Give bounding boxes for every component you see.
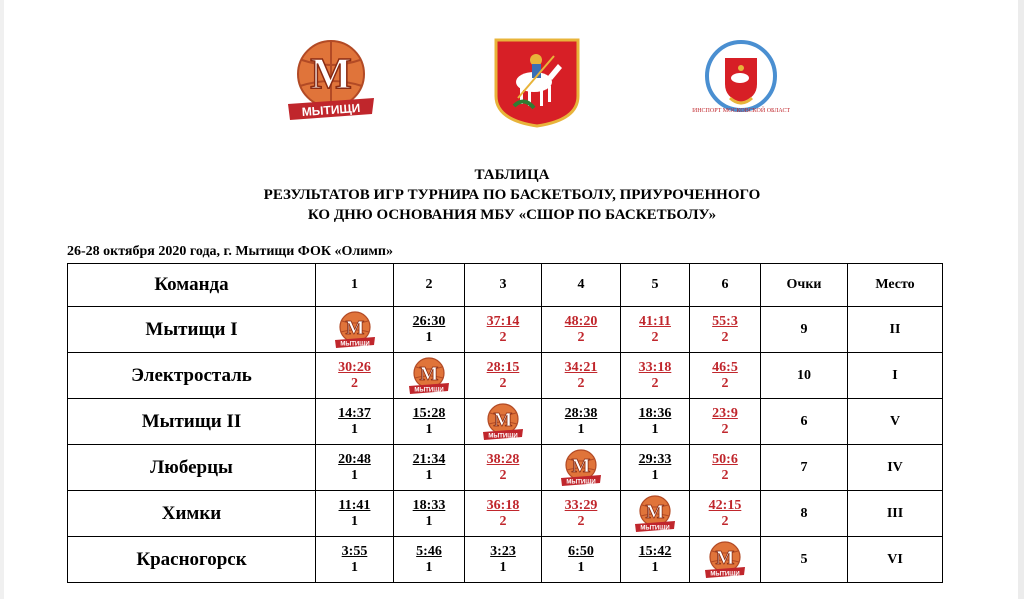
score-cell	[465, 537, 542, 583]
final-place: V	[848, 399, 943, 445]
match-result	[342, 544, 368, 576]
score-cell	[394, 307, 465, 353]
score-cell	[394, 445, 465, 491]
match-score: 18:36	[638, 405, 672, 421]
match-result	[712, 360, 738, 392]
header-col-6: 6	[690, 264, 761, 307]
match-score: 46:5	[712, 359, 738, 375]
match-result	[490, 544, 516, 576]
document-title	[0, 165, 1024, 225]
mytishchi-logo-icon	[407, 362, 451, 393]
match-points: 1	[577, 421, 585, 437]
match-score: 50:6	[712, 451, 738, 467]
match-points: 1	[577, 559, 585, 575]
match-score: 20:48	[338, 451, 371, 467]
svg-text:M: M	[571, 454, 591, 477]
mytishchi-logo-icon	[559, 454, 603, 485]
match-points: 2	[721, 467, 729, 483]
match-score: 37:14	[486, 313, 520, 329]
score-cell	[690, 445, 761, 491]
match-points: 1	[350, 421, 358, 437]
team-name: Электросталь	[68, 353, 316, 399]
score-cell	[621, 537, 690, 583]
table-header-row	[68, 264, 943, 307]
svg-text:МЫТИЩИ: МЫТИЩИ	[339, 341, 370, 347]
match-points: 1	[425, 421, 433, 437]
header-col-4: 4	[542, 264, 621, 307]
match-result	[413, 498, 446, 530]
match-result	[565, 498, 598, 530]
match-result	[639, 360, 672, 392]
final-place: II	[848, 307, 943, 353]
match-points: 1	[499, 559, 507, 575]
match-score: 5:46	[416, 543, 442, 559]
ministry-of-sport-logo	[692, 38, 790, 118]
match-result	[413, 314, 446, 346]
match-result	[639, 406, 672, 438]
svg-text:МЫТИЩИ: МЫТИЩИ	[301, 100, 361, 120]
match-result	[487, 314, 520, 346]
match-result	[712, 452, 738, 484]
title-line-3: КО ДНЮ ОСНОВАНИЯ МБУ «СШОР ПО БАСКЕТБОЛУ»	[307, 207, 717, 223]
match-points: 2	[577, 375, 585, 391]
match-points: 2	[651, 375, 659, 391]
title-line-1: ТАБЛИЦА	[474, 167, 550, 183]
match-points: 2	[721, 513, 729, 529]
match-score: 33:29	[564, 497, 598, 513]
match-result	[487, 360, 520, 392]
svg-text:M: M	[310, 49, 352, 98]
match-points: 1	[425, 559, 433, 575]
match-score: 55:3	[712, 313, 738, 329]
svg-text:МЫТИЩИ: МЫТИЩИ	[710, 571, 740, 577]
mytishchi-logo-icon	[333, 316, 377, 347]
match-points: 2	[499, 467, 507, 483]
match-points: 1	[425, 329, 433, 345]
match-score: 34:21	[564, 359, 598, 375]
score-cell	[542, 399, 621, 445]
self-match-logo-cell	[394, 353, 465, 399]
final-place: IV	[848, 445, 943, 491]
final-place: III	[848, 491, 943, 537]
match-score: 23:9	[712, 405, 738, 421]
score-cell	[394, 537, 465, 583]
score-cell	[316, 353, 394, 399]
total-points: 6	[761, 399, 848, 445]
match-result	[565, 360, 598, 392]
match-points: 2	[721, 421, 729, 437]
score-cell	[542, 307, 621, 353]
match-score: 6:50	[568, 543, 594, 559]
event-date-location: 26-28 октября 2020 года, г. Мытищи ФОК «Олимп»	[67, 244, 393, 259]
match-score: 18:33	[412, 497, 446, 513]
score-cell	[621, 307, 690, 353]
match-points: 2	[499, 375, 507, 391]
match-result	[338, 452, 371, 484]
match-score: 29:33	[638, 451, 672, 467]
title-line-2: РЕЗУЛЬТАТОВ ИГР ТУРНИРА ПО БАСКЕТБОЛУ, ПРИУРОЧЕННОГО	[263, 187, 761, 203]
score-cell	[465, 307, 542, 353]
table-row	[68, 537, 943, 583]
score-cell	[542, 353, 621, 399]
mytishchi-logo-icon	[481, 408, 525, 439]
match-score: 41:11	[639, 313, 671, 329]
final-place: I	[848, 353, 943, 399]
match-result	[487, 498, 520, 530]
svg-text:M: M	[345, 316, 364, 339]
match-result	[712, 314, 738, 346]
team-name: Красногорск	[68, 537, 316, 583]
match-score: 42:15	[708, 497, 742, 513]
team-name: Люберцы	[68, 445, 316, 491]
match-result	[568, 544, 594, 576]
team-name: Мытищи II	[68, 399, 316, 445]
svg-text:МЫТИЩИ: МЫТИЩИ	[488, 433, 518, 439]
header-points: Очки	[761, 264, 848, 307]
match-result	[565, 314, 598, 346]
score-cell	[690, 399, 761, 445]
match-points: 2	[721, 329, 729, 345]
self-match-logo-cell	[316, 307, 394, 353]
match-points: 2	[651, 329, 659, 345]
match-points: 2	[350, 375, 358, 391]
match-points: 1	[350, 513, 358, 529]
svg-text:МЫТИЩИ: МЫТИЩИ	[566, 479, 596, 485]
score-cell	[316, 399, 394, 445]
header-col-3: 3	[465, 264, 542, 307]
header-col-2: 2	[394, 264, 465, 307]
match-score: 3:23	[490, 543, 516, 559]
match-result	[639, 314, 671, 346]
match-points: 1	[425, 467, 433, 483]
score-cell	[690, 353, 761, 399]
match-result	[416, 544, 442, 576]
match-points: 1	[651, 421, 659, 437]
total-points: 7	[761, 445, 848, 491]
final-place: VI	[848, 537, 943, 583]
table-row	[68, 491, 943, 537]
match-score: 38:28	[486, 451, 520, 467]
match-score: 14:37	[338, 405, 371, 421]
svg-text:M: M	[419, 362, 439, 385]
match-score: 33:18	[638, 359, 672, 375]
score-cell	[316, 445, 394, 491]
score-cell	[621, 353, 690, 399]
header-place: Место	[848, 264, 943, 307]
match-result	[712, 406, 738, 438]
moscow-region-coat-of-arms-emblem	[494, 36, 580, 128]
match-points: 2	[499, 513, 507, 529]
total-points: 8	[761, 491, 848, 537]
self-match-logo-cell	[542, 445, 621, 491]
score-cell	[542, 537, 621, 583]
results-table	[67, 263, 943, 583]
match-points: 2	[577, 329, 585, 345]
match-result	[413, 452, 446, 484]
match-score: 36:18	[486, 497, 520, 513]
svg-text:M: M	[715, 546, 735, 569]
match-points: 1	[651, 559, 659, 575]
svg-text:M: M	[493, 408, 513, 431]
match-points: 2	[499, 329, 507, 345]
self-match-logo-cell	[465, 399, 542, 445]
match-score: 28:38	[564, 405, 598, 421]
match-score: 11:41	[338, 497, 371, 513]
match-points: 1	[350, 467, 358, 483]
header-col-5: 5	[621, 264, 690, 307]
match-result	[565, 406, 598, 438]
svg-text:МЫТИЩИ: МЫТИЩИ	[414, 387, 444, 393]
match-score: 15:42	[638, 543, 672, 559]
mytishchi-logo-icon	[703, 546, 747, 577]
table-row	[68, 445, 943, 491]
match-result	[487, 452, 520, 484]
score-cell	[394, 399, 465, 445]
mytishchi-basketball-logo	[284, 38, 378, 122]
svg-text:M: M	[645, 500, 665, 523]
score-cell	[690, 491, 761, 537]
score-cell	[465, 353, 542, 399]
team-name: Химки	[68, 491, 316, 537]
score-cell	[465, 491, 542, 537]
score-cell	[316, 537, 394, 583]
match-result	[639, 544, 672, 576]
match-score: 48:20	[564, 313, 598, 329]
total-points: 9	[761, 307, 848, 353]
header-team: Команда	[68, 264, 316, 307]
total-points: 10	[761, 353, 848, 399]
match-points: 1	[350, 559, 358, 575]
match-score: 30:26	[338, 359, 371, 375]
score-cell	[394, 491, 465, 537]
score-cell	[690, 307, 761, 353]
match-result	[338, 360, 371, 392]
match-points: 1	[425, 513, 433, 529]
table-row	[68, 399, 943, 445]
match-result	[709, 498, 742, 530]
table-row	[68, 353, 943, 399]
match-score: 15:28	[412, 405, 446, 421]
match-result	[413, 406, 446, 438]
score-cell	[621, 399, 690, 445]
score-cell	[465, 445, 542, 491]
match-points: 2	[721, 375, 729, 391]
match-points: 2	[577, 513, 585, 529]
mytishchi-logo-icon	[633, 500, 677, 531]
self-match-logo-cell	[621, 491, 690, 537]
match-score: 28:15	[486, 359, 520, 375]
window-edge-left	[0, 0, 4, 599]
match-points: 1	[651, 467, 659, 483]
svg-text:МИНСПОРТ МОСКОВСКОЙ ОБЛАСТИ: МИНСПОРТ МОСКОВСКОЙ ОБЛАСТИ	[692, 108, 790, 114]
match-score: 26:30	[412, 313, 446, 329]
score-cell	[316, 491, 394, 537]
window-edge-right	[1018, 0, 1024, 599]
match-result	[338, 406, 371, 438]
match-score: 21:34	[412, 451, 446, 467]
match-result	[339, 498, 371, 530]
score-cell	[542, 491, 621, 537]
self-match-logo-cell	[690, 537, 761, 583]
match-result	[639, 452, 672, 484]
team-name: Мытищи I	[68, 307, 316, 353]
score-cell	[621, 445, 690, 491]
table-row	[68, 307, 943, 353]
svg-text:МЫТИЩИ: МЫТИЩИ	[640, 525, 670, 531]
match-score: 3:55	[341, 543, 368, 559]
total-points: 5	[761, 537, 848, 583]
header-col-1: 1	[316, 264, 394, 307]
